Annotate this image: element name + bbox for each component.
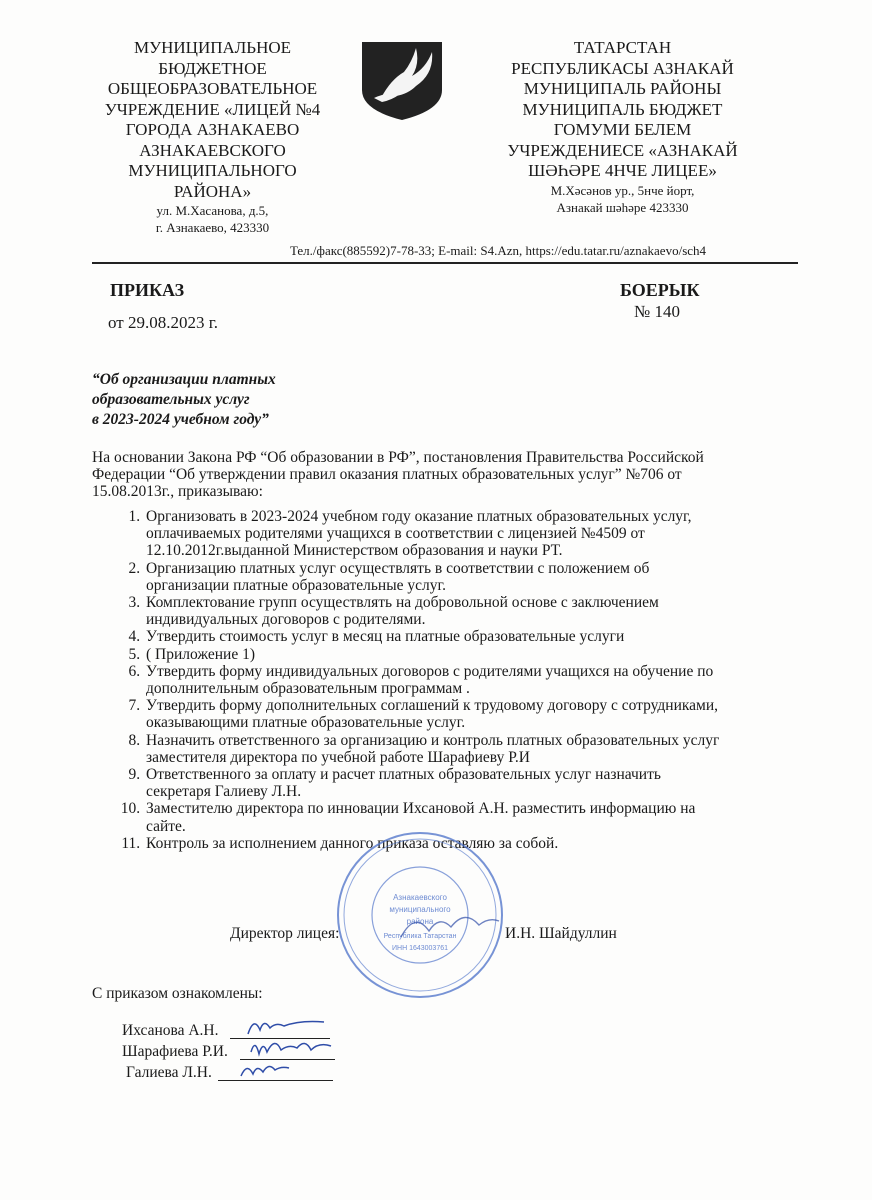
list-item: 1. Организовать в 2023-2024 учебном году оказание платных образовательных услуг, оплачиваемых родителями учащихся в соответствии с лицензией №4509 от 12.10.2012г.выданной Министерством образования и науки РТ. bbox=[144, 508, 792, 560]
ack-name-2: Шарафиева Р.И. bbox=[122, 1043, 228, 1060]
order-number: № 140 bbox=[634, 302, 680, 321]
list-item: 5. ( Приложение 1) bbox=[144, 646, 792, 663]
list-item: 9. Ответственного за оплату и расчет платных образовательных услуг назначить секретаря Галиеву Л.Н. bbox=[144, 766, 792, 800]
org-name-tt: ТАТАРСТАН РЕСПУБЛИКАСЫ АЗНАКАЙ МУНИЦИПАЛЬ РАЙОНЫ МУНИЦИПАЛЬ БЮДЖЕТ ГОМУМИ БЕЛЕМ УЧРЕЖДЕНИЕСЕ «АЗНАКАЙ ШӘҺӘРЕ 4НЧЕ ЛИЦЕЕ» bbox=[507, 38, 738, 180]
address-ru: ул. М.Хасанова, д.5, г. Азнакаево, 423330 bbox=[155, 203, 270, 235]
order-title-ru: ПРИКАЗ bbox=[110, 280, 185, 300]
order-date: от 29.08.2023 г. bbox=[108, 313, 219, 332]
svg-text:муниципального: муниципального bbox=[389, 905, 451, 914]
header-divider bbox=[92, 262, 798, 264]
emblem-icon bbox=[360, 40, 444, 122]
acknowledged-label: С приказом ознакомлены: bbox=[92, 985, 263, 1002]
order-items bbox=[92, 508, 792, 852]
director-signature bbox=[395, 905, 505, 945]
list-item: 11. Контроль за исполнением данного приказа оставляю за собой. bbox=[144, 835, 792, 852]
ack-name-3: Галиева Л.Н. bbox=[126, 1064, 212, 1081]
svg-text:Азнакаевского: Азнакаевского bbox=[393, 893, 447, 902]
ack-name-1: Ихсанова А.Н. bbox=[122, 1022, 219, 1039]
list-item: 3. Комплектование групп осуществлять на добровольной основе с заключением индивидуальных договоров с родителями. bbox=[144, 594, 792, 628]
svg-text:Республика Татарстан: Республика Татарстан bbox=[383, 933, 457, 940]
svg-text:ИНН 1643003761: ИНН 1643003761 bbox=[391, 945, 449, 952]
org-name-ru: МУНИЦИПАЛЬНОЕ БЮДЖЕТНОЕ ОБЩЕОБРАЗОВАТЕЛЬНОЕ УЧРЕЖДЕНИЕ «ЛИЦЕЙ №4 ГОРОДА АЗНАКАЕВО АЗНАКАЕВСКОГО МУНИЦИПАЛЬНОГО РАЙОНА» bbox=[104, 38, 321, 201]
director-role: Директор лицея: bbox=[230, 925, 340, 942]
order-subject: “Об организации платных образовательных услуг в 2023-2024 учебном году” bbox=[92, 371, 276, 428]
handwritten-signature-3 bbox=[235, 1056, 295, 1082]
list-item: 4. Утвердить стоимость услуг в месяц на платные образовательные услуги bbox=[144, 628, 792, 645]
director-name: И.Н. Шайдуллин bbox=[505, 925, 617, 942]
list-item: 10. Заместителю директора по инновации Ихсановой А.Н. разместить информацию на сайте. bbox=[144, 800, 792, 834]
contact-line: Тел./факс(885592)7-78-33; E-mail: S4.Azn, https://edu.tatar.ru/aznakaevo/sch4 bbox=[289, 243, 707, 258]
list-item: 2. Организацию платных услуг осуществлять в соответствии с положением об организации платные образовательные услуг. bbox=[144, 560, 792, 594]
svg-text:района: района bbox=[406, 917, 434, 926]
address-tt: М.Хәсәнов ур., 5нче йорт, Азнакай шәһәре 423330 bbox=[550, 182, 695, 215]
header-left bbox=[80, 38, 345, 236]
list-item: 8. Назначить ответственного за организацию и контроль платных образовательных услуг заместителя директора по учебной работе Шарафиеву Р.И bbox=[144, 732, 792, 766]
header-right bbox=[480, 38, 765, 216]
order-title-tt: БОЕРЫК bbox=[620, 280, 700, 300]
preamble: На основании Закона РФ “Об образовании в РФ”, постановления Правительства Российской Федерации “Об утверждении правил оказания платных образовательных услуг” №706 от 15.08.2013г., приказываю: bbox=[92, 449, 704, 501]
list-item: 6. Утвердить форму индивидуальных договоров с родителями учащихся на обучение по дополнительным образовательным программам . bbox=[144, 663, 792, 697]
list-item: 7. Утвердить форму дополнительных соглашений к трудовому договору с сотрудниками, оказывающими платные образовательные услуг. bbox=[144, 697, 792, 731]
